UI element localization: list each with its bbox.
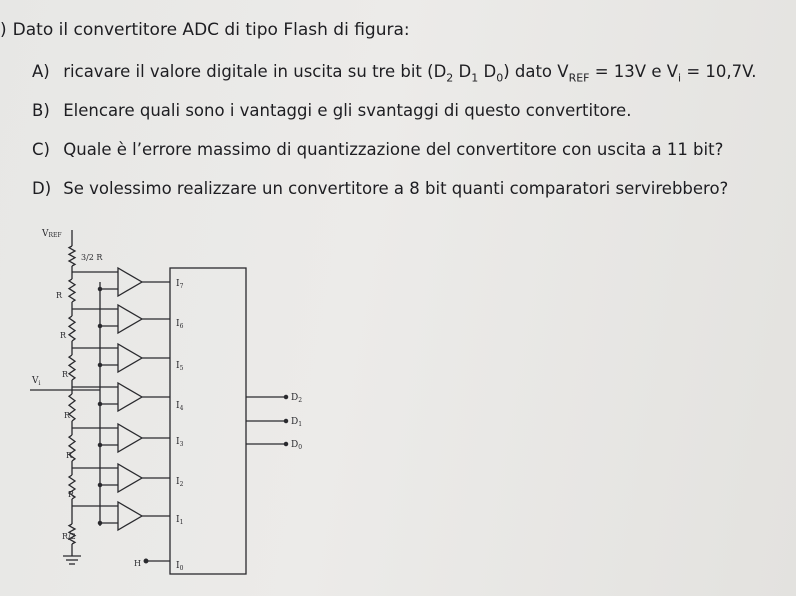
junction-dot	[98, 443, 101, 446]
question-item-b	[32, 101, 631, 120]
resistor-r	[69, 355, 75, 380]
resistor-r-label: R	[62, 370, 69, 379]
junction-dot	[98, 402, 101, 405]
encoder-output-labels	[291, 393, 302, 451]
resistor-r-label: R	[68, 490, 75, 499]
item-label: C)	[32, 140, 50, 159]
output-dot	[284, 442, 287, 445]
h-dot	[144, 559, 148, 563]
resistor-r	[69, 316, 75, 341]
encoder-output-label: $D_2$	[291, 393, 303, 404]
item-c-text: Quale è l’errore massimo di quantizzazione del convertitore con uscita a 11 bit?	[63, 140, 724, 159]
resistor-r	[69, 279, 75, 302]
question-item-a	[32, 62, 757, 84]
h-label: H	[134, 559, 141, 568]
encoder-input-label: $I_5$	[176, 361, 184, 372]
question-number: )	[0, 20, 7, 40]
resistor-r-label: R	[64, 411, 71, 420]
encoder-output-label: $D_0$	[291, 440, 303, 451]
comparator-2	[118, 464, 142, 492]
vref-label: VREF	[42, 229, 62, 239]
encoder-input-label: $I_2$	[176, 477, 184, 488]
item-b-text: Elencare quali sono i vantaggi e gli svantaggi di questo convertitore.	[63, 101, 632, 120]
comparator-6	[118, 305, 142, 333]
encoder-output-label: $D_1$	[291, 417, 303, 428]
junction-dot	[98, 287, 101, 290]
junction-dot	[98, 324, 101, 327]
junction-dot	[98, 521, 101, 524]
encoder-input-label: $I_6$	[176, 319, 184, 330]
comparator-3	[118, 424, 142, 452]
vi-label: $V_i$	[32, 376, 41, 387]
resistor-r-label: R	[66, 451, 73, 460]
encoder-input-label: $I_4$	[176, 401, 184, 412]
comparator-7	[118, 268, 142, 296]
resistor-top-label: 3/2 R	[81, 253, 103, 262]
encoder-input-label: $I_7$	[176, 279, 184, 290]
resistor-r-label: R	[56, 291, 63, 300]
item-label: B)	[32, 101, 50, 120]
encoder-input-label: $I_0$	[176, 561, 184, 572]
junction-dot	[98, 363, 101, 366]
flash-adc-circuit-diagram	[0, 222, 330, 596]
question-title	[0, 20, 410, 40]
item-a-text: ricavare il valore digitale in uscita su tre bit ($D_2$ $D_1$ $D_0$) dato $V_{REF} = 13V$ e $V_i = 10,7V$.	[63, 62, 757, 85]
comparator-5	[118, 344, 142, 372]
comparator-1	[118, 502, 142, 530]
question-item-d	[32, 179, 728, 198]
resistor-bottom-label: R/2	[62, 532, 76, 541]
item-d-text: Se volessimo realizzare un convertitore a 8 bit quanti comparatori servirebbero?	[63, 179, 729, 198]
comparator-4	[118, 383, 142, 411]
output-dot	[284, 395, 287, 398]
question-title-text: Dato il convertitore ADC di tipo Flash di figura:	[12, 20, 410, 40]
junction-dot	[98, 483, 101, 486]
resistor-3-2r	[69, 246, 75, 266]
encoder-input-label: $I_3$	[176, 437, 184, 448]
item-label: D)	[32, 179, 52, 198]
question-item-c	[32, 140, 723, 159]
resistor-r-label: R	[60, 331, 67, 340]
circuit-wires	[30, 230, 288, 574]
encoder-input-label: $I_1$	[176, 515, 184, 526]
output-dot	[284, 419, 287, 422]
encoder-input-labels	[176, 279, 184, 572]
priority-encoder-box	[170, 268, 246, 574]
item-label: A)	[32, 62, 50, 81]
